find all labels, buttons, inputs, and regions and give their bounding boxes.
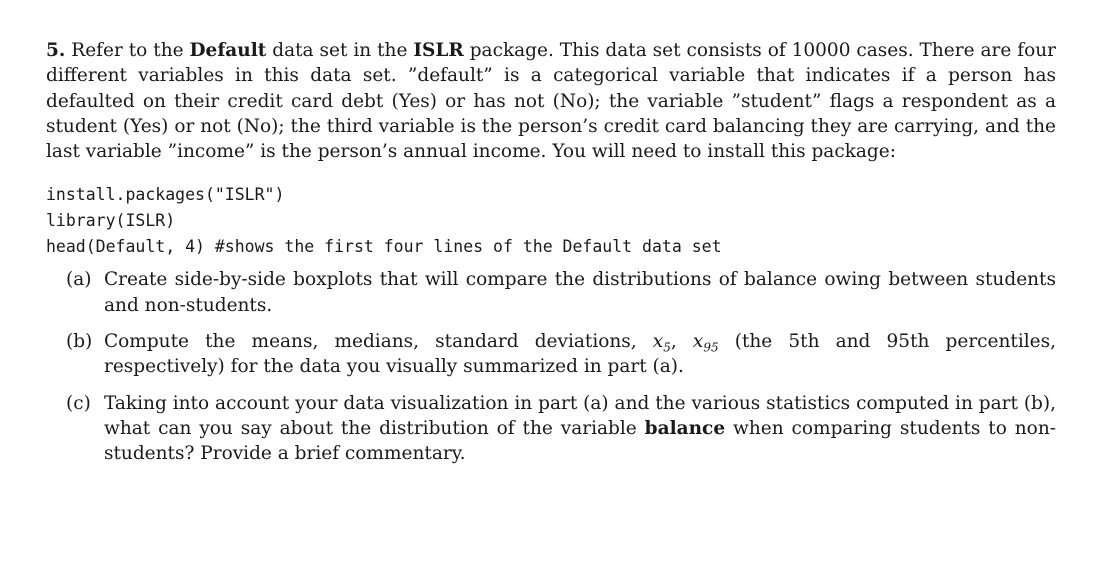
intro-text-a: Refer to the (71, 40, 190, 61)
intro-text-b: data set in the (266, 40, 414, 61)
x95-symbol: $x_{95}$ (692, 331, 719, 355)
package-name: ISLR (413, 40, 464, 61)
part-c-text-a: Taking into account your data visualization in part (a) and the various statistics computed in part (b), what can you say about the distribution of the variable (104, 392, 1056, 439)
part-b-label: (b) (66, 331, 93, 353)
part-a (66, 267, 1056, 318)
part-c (66, 391, 1056, 467)
part-c-label: (c) (66, 392, 91, 414)
part-b-text-a: Compute the means, medians, standard deviations, (104, 331, 653, 353)
part-b (66, 329, 1056, 380)
part-c-text-b: when comparing students to non-students? Provide a brief commentary. (104, 417, 1056, 465)
part-b-comma: , (670, 331, 693, 353)
intro-text-c: package. This data set consists of 10000 cases. There are four different variables in this data set. ”default” is a categorical variable that indicates if a person has defaulted on their credit card debt (Yes) or has not (No); the variable ”student” flags a respondent as a student (Yes) or not (No); the third variable is the person’s credit card balancing they are carrying, and the last variable ”income” is the person’s annual income. You will need to install this package: (46, 40, 1057, 163)
code-line-head: head(Default, 4) #shows the first four lines of the Default data set (46, 237, 722, 257)
code-block (46, 182, 1056, 260)
problem-number: 5. (46, 40, 66, 61)
code-line-library: library(ISLR) (46, 211, 176, 231)
question-parts (46, 267, 1056, 466)
x5-symbol: $x_5$ (652, 331, 671, 355)
balance-keyword: balance (644, 417, 726, 439)
document-page (46, 38, 1056, 478)
part-a-text: Create side-by-side boxplots that will compare the distributions of balance owing between students and non-students. (104, 269, 1056, 316)
part-a-label: (a) (66, 269, 92, 291)
code-line-install: install.packages("ISLR") (46, 185, 285, 205)
problem-statement (46, 38, 1056, 164)
dataset-name: Default (189, 40, 267, 61)
part-b-text-b: (the 5th and 95th percentiles, respectively) for the data you visually summarized in part (a). (104, 331, 1056, 378)
